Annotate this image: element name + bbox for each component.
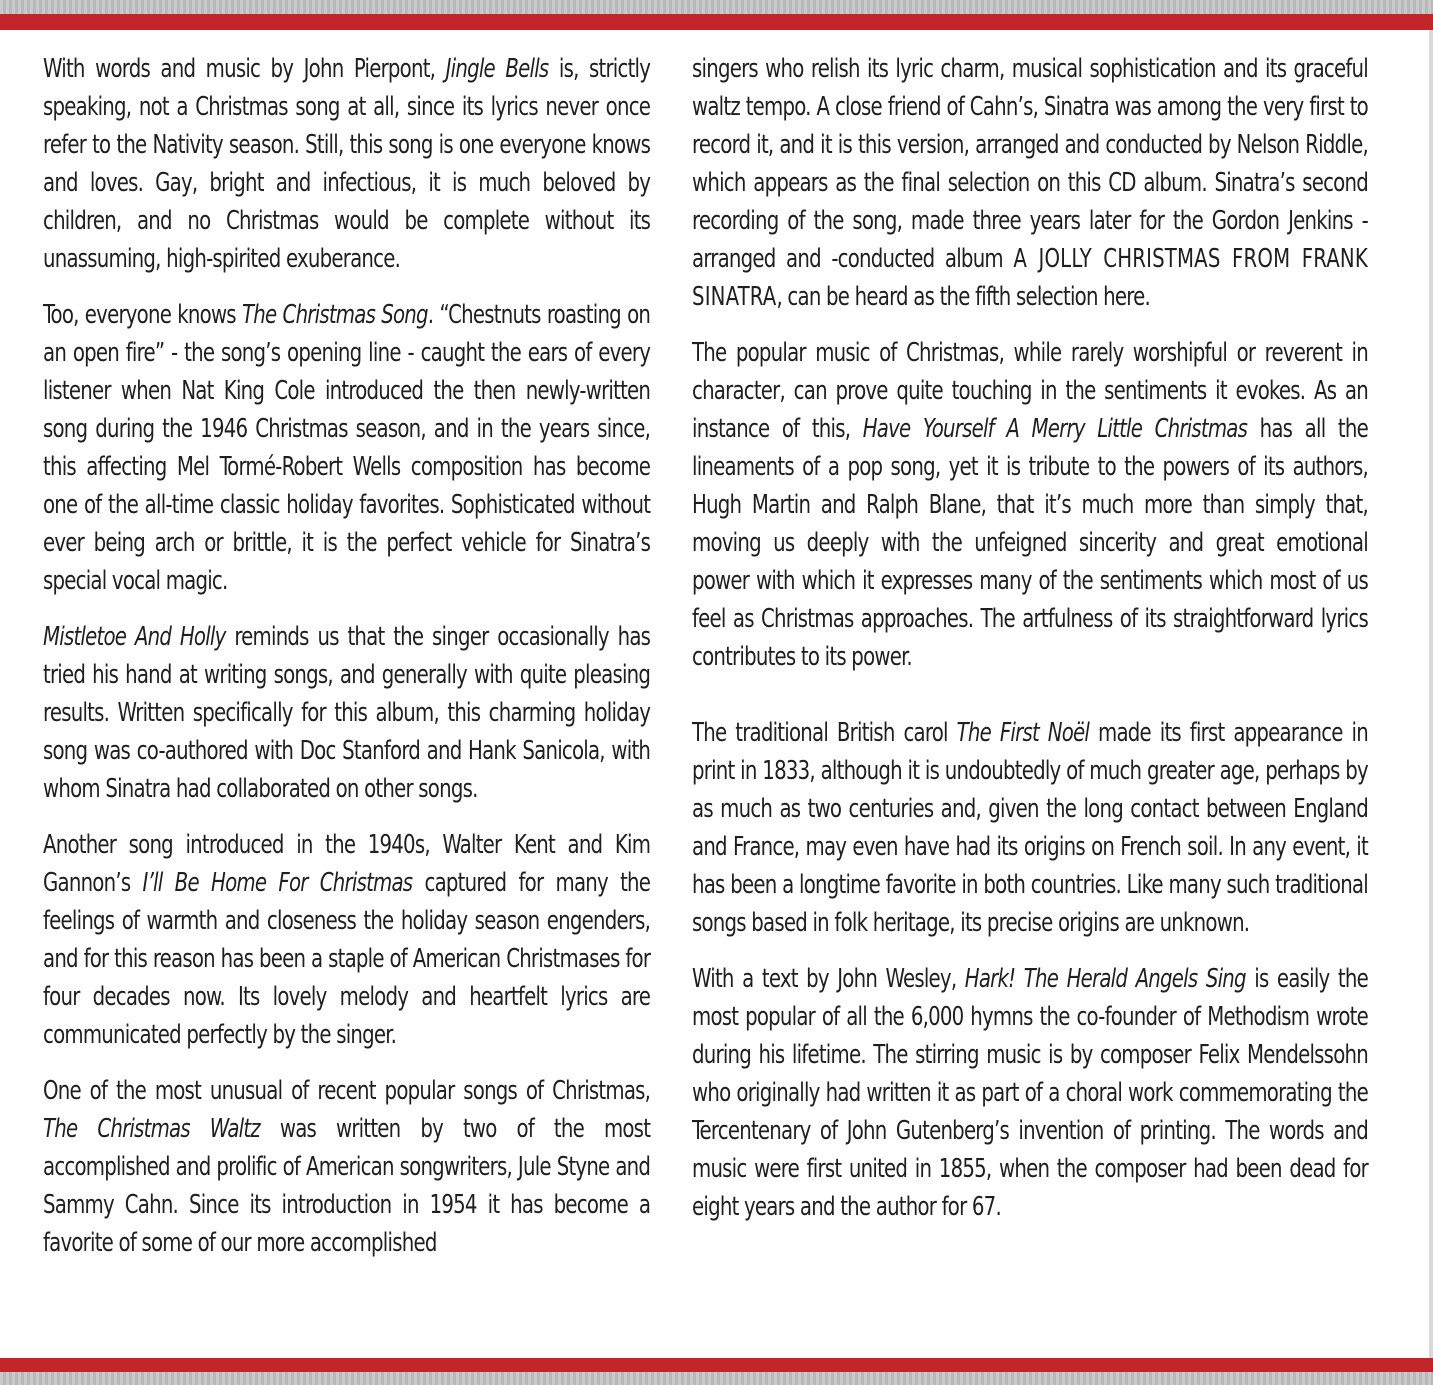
song-title: I’ll Be Home For Christmas xyxy=(142,868,413,898)
paragraph-merry-little-christmas: The popular music of Christmas, while rarely worshipful or reverent in character, can prove quite touching in the sentiments it evokes. As an instance of this, Have Yourself A Merry Little Christmas has all the lineaments of a pop song, yet it is tribute to the powers of its authors, Hugh Martin and Ralph Blane, that it’s much more than simply that, moving us deeply with the unfeigned sincerity and great emotional power with which it expresses many of the sentiments which most of us feel as Christmas approaches. The artfulness of its straightforward lyrics contributes to its power. xyxy=(692,338,1368,672)
bottom-border-band xyxy=(0,1372,1433,1385)
paragraph-first-noel: The traditional British carol The First Noël made its first appearance in print in 1833, although it is undoubtedly of much greater age, perhaps by as much as two centuries and, given the long contact between England and France, may even have had its origins on French soil. In any event, it has been a longtime favorite in both countries. Like many such traditional songs based in folk heritage, its precise origins are unknown. xyxy=(692,718,1368,938)
left-column xyxy=(43,50,650,1280)
song-title: Have Yourself A Merry Little Christmas xyxy=(862,414,1248,444)
paragraph-christmas-waltz-continued: singers who relish its lyric charm, musical sophistication and its graceful waltz tempo. A close friend of Cahn’s, Sinatra was among the very first to record it, and it is this version, arranged and conducted by Nelson Riddle, which appears as the final selection on this CD album. Sinatra’s second recording of the song, made three years later for the Gordon Jenkins -arranged and -conducted album A JOLLY CHRISTMAS FROM FRANK SINATRA, can be heard as the fifth selection here. xyxy=(692,54,1368,312)
paragraph-jingle-bells: With words and music by John Pierpont, Jingle Bells is, strictly speaking, not a Christmas song at all, since its lyrics never once refer to the Nativity season. Still, this song is one everyone knows and loves. Gay, bright and infectious, it is much beloved by children, and no Christmas would be complete without its unassuming, high-spirited exuberance. xyxy=(43,54,651,274)
paragraph-hark-herald-angels: With a text by John Wesley, Hark! The Herald Angels Sing is easily the most popular of all the 6,000 hymns the co-founder of Methodism wrote during his lifetime. The stirring music is by composer Felix Mendelssohn who originally had written it as part of a choral work commemorating the Tercentenary of John Gutenberg’s invention of printing. The words and music were first united in 1855, when the composer had been dead for eight years and the author for 67. xyxy=(692,964,1368,1222)
paragraph-christmas-song: Too, everyone knows The Christmas Song. “Chestnuts roasting on an open fire” - the song’s opening line - caught the ears of every listener when Nat King Cole introduced the then newly-written song during the 1946 Christmas season, and in the years since, this affecting Mel Tormé-Robert Wells composition has become one of the all-time classic holiday favorites. Sophisticated without ever being arch or brittle, it is the perfect vehicle for Sinatra’s special vocal magic. xyxy=(43,300,651,596)
bottom-red-stripe xyxy=(0,1358,1433,1372)
paragraph-christmas-waltz: One of the most unusual of recent popular songs of Christmas, The Christmas Waltz was written by two of the most accomplished and prolific of American songwriters, Jule Styne and Sammy Cahn. Since its introduction in 1954 it has become a favorite of some of our more accomplished xyxy=(43,1076,651,1258)
right-edge xyxy=(1429,30,1433,1358)
song-title: The Christmas Song xyxy=(241,300,428,330)
song-title: Mistletoe And Holly xyxy=(43,622,226,652)
song-title: The Christmas Waltz xyxy=(43,1114,260,1144)
paragraph-home-for-christmas: Another song introduced in the 1940s, Walter Kent and Kim Gannon’s I’ll Be Home For Christmas captured for many the feelings of warmth and closeness the holiday season engenders, and for this reason has been a staple of American Christmases for four decades now. Its lovely melody and heartfelt lyrics are communicated perfectly by the singer. xyxy=(43,830,651,1050)
song-title: Hark! The Herald Angels Sing xyxy=(964,964,1246,994)
paragraph-mistletoe-and-holly: Mistletoe And Holly reminds us that the singer occasionally has tried his hand at writing songs, and generally with quite pleasing results. Written specifically for this album, this charming holiday song was co-authored with Doc Stanford and Hank Sanicola, with whom Sinatra had collaborated on other songs. xyxy=(43,622,651,804)
song-title: The First Noël xyxy=(956,718,1090,748)
song-title: Jingle Bells xyxy=(445,54,549,84)
album-title: A JOLLY CHRISTMAS FROM FRANK SINATRA xyxy=(692,244,1368,312)
right-column xyxy=(692,50,1368,1244)
top-border-band xyxy=(0,0,1433,14)
top-red-stripe xyxy=(0,14,1433,30)
